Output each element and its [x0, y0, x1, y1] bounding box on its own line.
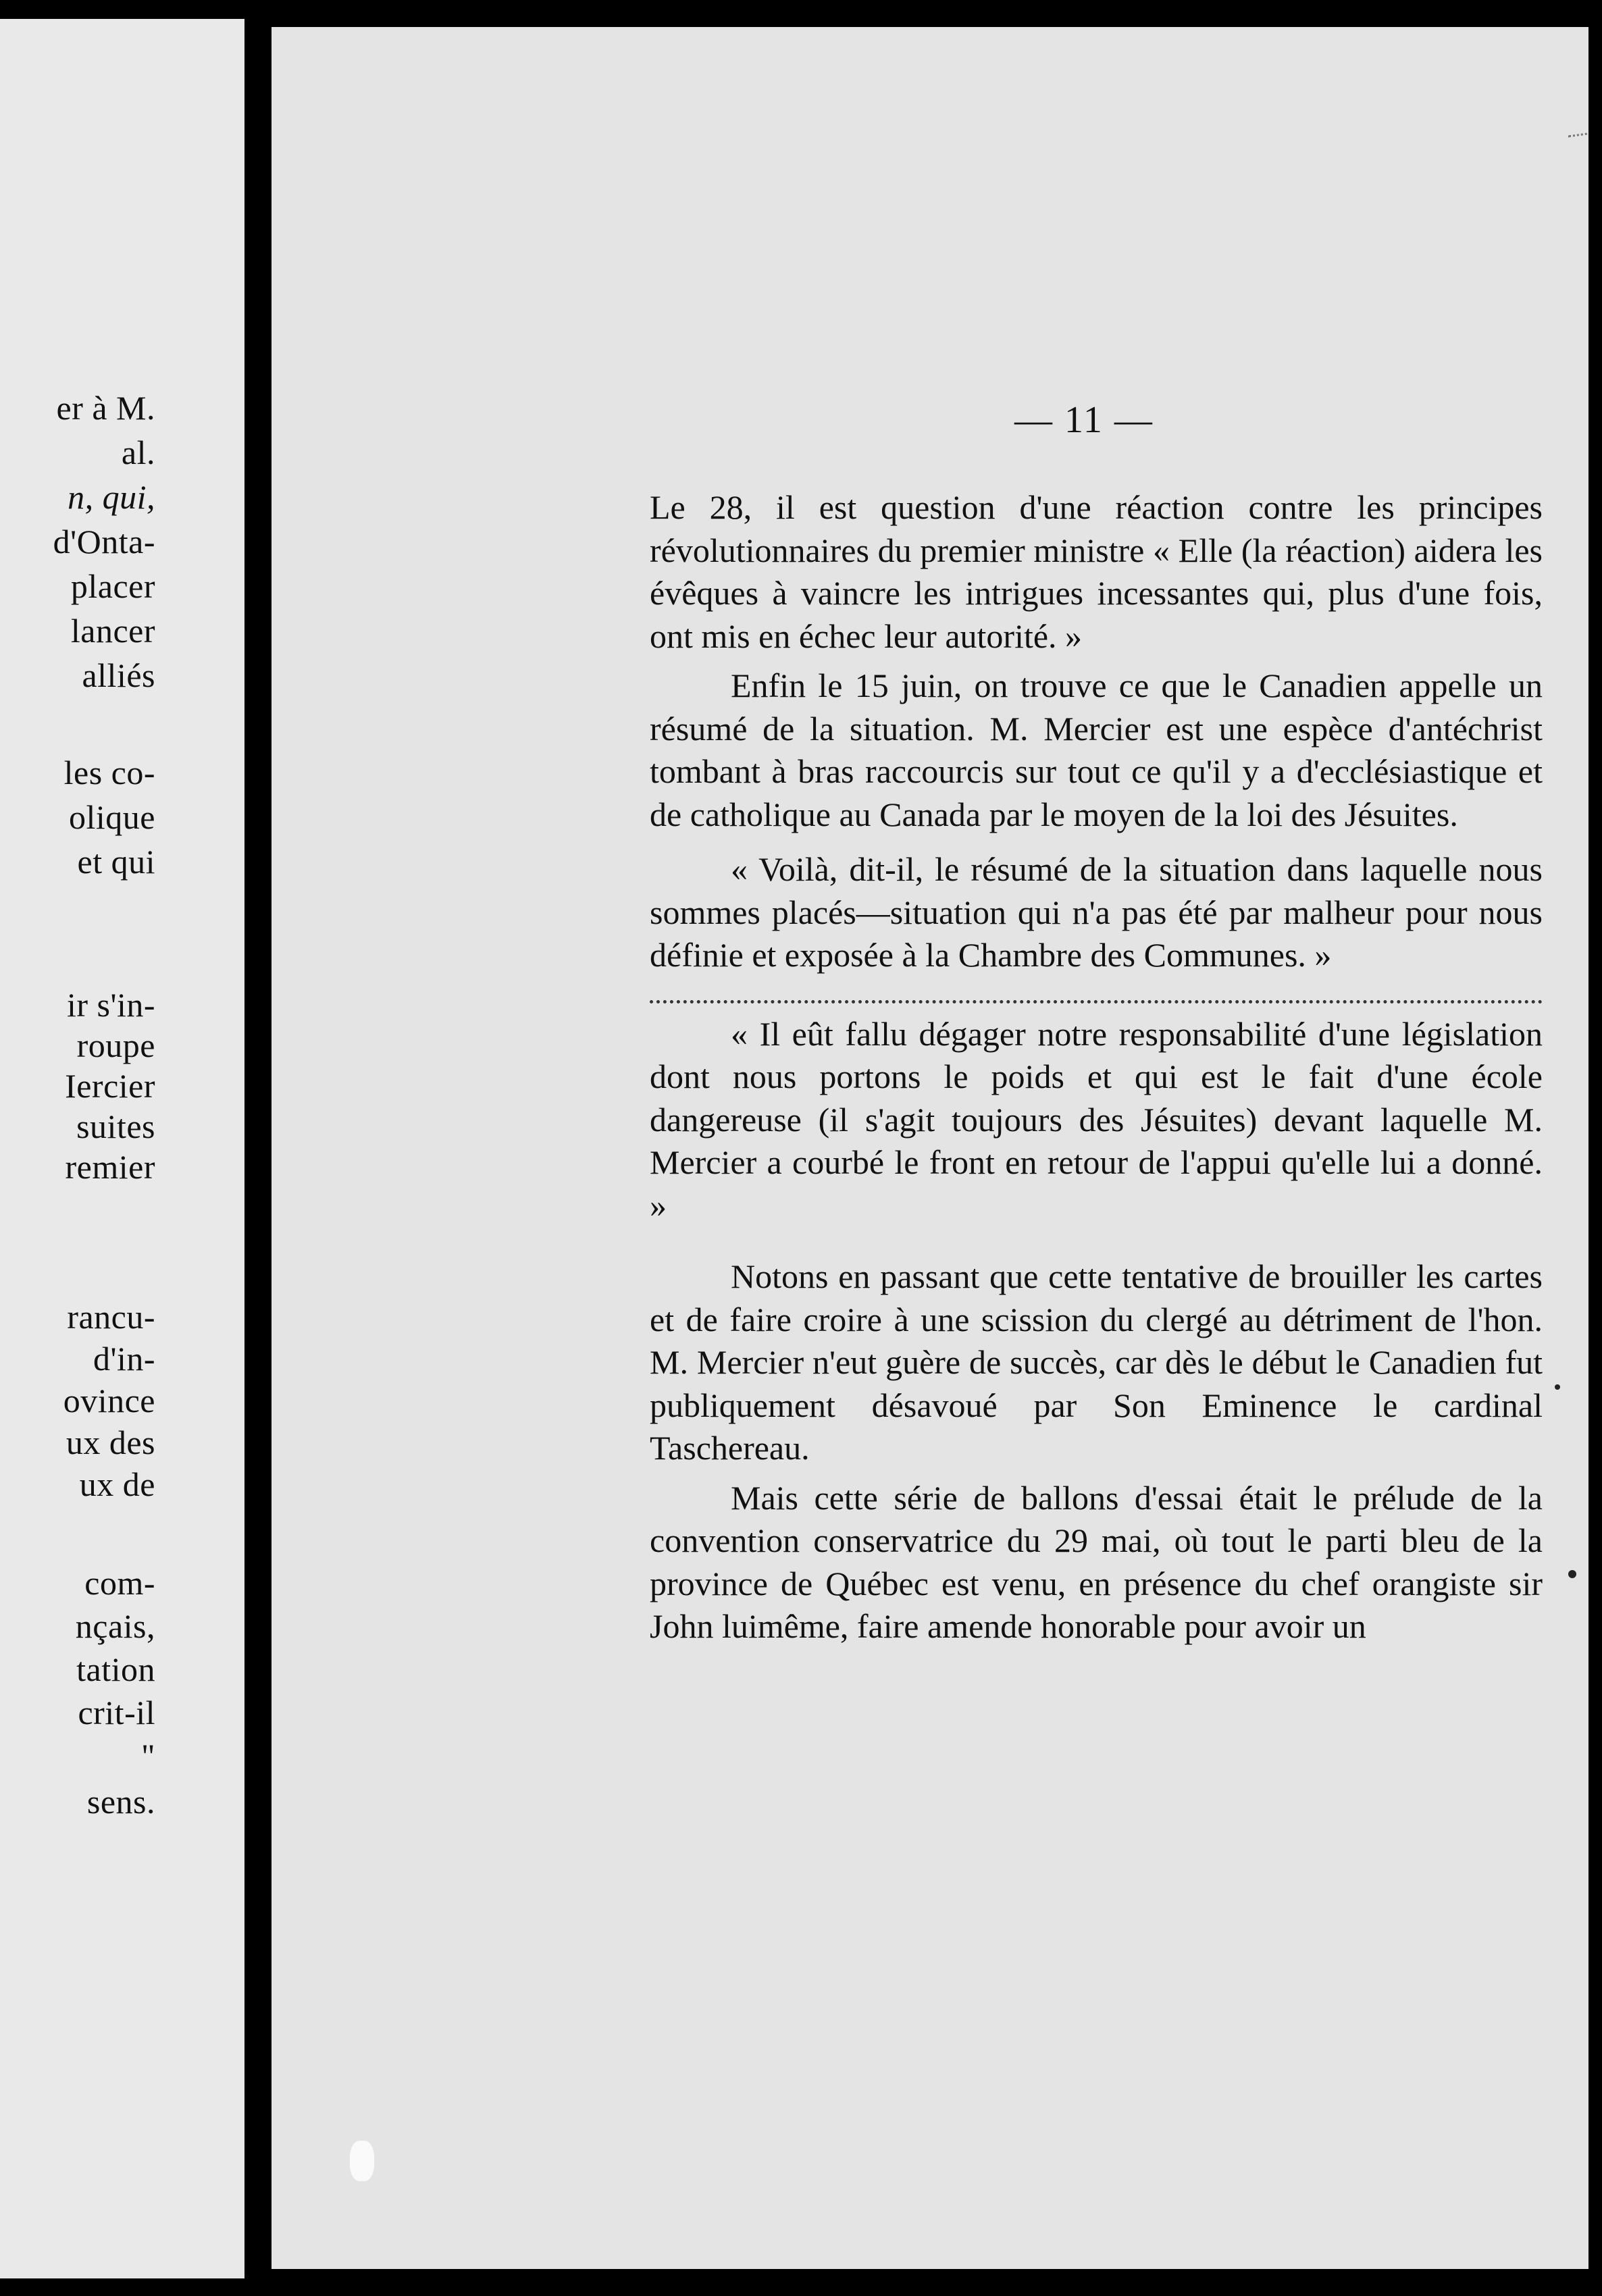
scan-speck: [350, 2141, 374, 2181]
page-number: — 11 —: [1014, 399, 1154, 441]
paragraph: Le 28, il est question d'une réaction contre les principes révolutionnaires du premier ministre « Elle (la réaction) aidera les évêques à vaincre les intrigues incessantes qui, plus d'une fois, ont mis en échec leur autorité. »: [650, 488, 1543, 655]
left-page-line: les co-: [63, 754, 155, 791]
document-page: [272, 27, 1588, 2269]
paragraph: Mais cette série de ballons d'essai était le prélude de la convention conservatrice du 29 mai, où tout le parti bleu de la province de Québec est venu, en présence du chef orangiste sir John luimême, faire amende honorable pour avoir un: [650, 1478, 1543, 1645]
quote-paragraph: « Voilà, dit-il, le résumé de la situation dans laquelle nous sommes placés—situation qui n'a pas été par malheur pour nous définie et exposée à la Chambre des Communes. »: [650, 850, 1543, 974]
scan-smudge: [1568, 122, 1588, 145]
left-page-line: d'Onta-: [53, 523, 155, 560]
left-page-line: ux de: [79, 1465, 155, 1503]
left-page-line: suites: [76, 1107, 155, 1145]
left-page-line: Iercier: [65, 1067, 155, 1105]
left-page-line: n, qui,: [68, 478, 155, 516]
left-page-line: olique: [69, 798, 155, 836]
left-page-line: d'in-: [93, 1340, 155, 1378]
left-page-line: ux des: [66, 1424, 155, 1461]
left-page-line: rancu-: [67, 1298, 155, 1336]
quote-paragraph: « Il eût fallu dégager notre responsabilité d'une législation dont nous portons le poids et qui est le fait d'une école dangereuse (il s'agit toujours des Jésuites) devant laquelle M. Mercier a courbé le front en retour de l'appui qu'elle lui a donné. »: [650, 1014, 1543, 1224]
left-page-line: sens.: [86, 1783, 155, 1821]
scan-speck: [1555, 1384, 1560, 1390]
scan-speck: [1568, 1570, 1576, 1578]
left-page-line: ": [141, 1737, 155, 1775]
left-page-line: tation: [76, 1650, 155, 1688]
previous-page-fragment: [0, 19, 244, 2278]
left-page-line: remier: [65, 1148, 155, 1186]
left-page-line: al.: [121, 434, 155, 471]
paragraph: Enfin le 15 juin, on trouve ce que le Canadien appelle un résumé de la situation. M. Mercier est une espèce d'antéchrist tombant à bras raccourcis sur tout ce qu'il y a d'ecclésiastique et de catholique au Canada par le moyen de la loi des Jésuites.: [650, 667, 1543, 833]
left-page-line: roupe: [76, 1026, 155, 1064]
left-page-line: alliés: [82, 656, 155, 694]
left-page-line: er à M.: [56, 389, 155, 427]
left-page-line: crit-il: [78, 1694, 155, 1731]
paragraph: Notons en passant que cette tentative de brouiller les cartes et de faire croire à une scission du clergé au détriment de l'hon. M. Mercier n'eut guère de succès, car dès le début le Canadien fut publiquement désavoué par Son Eminence le cardinal Taschereau.: [650, 1257, 1543, 1467]
left-page-line: ovince: [63, 1382, 155, 1419]
body-text: [650, 486, 1543, 1648]
left-page-line: et qui: [77, 843, 155, 881]
left-page-line: ir s'in-: [66, 986, 155, 1024]
left-page-line: nçais,: [75, 1607, 155, 1645]
left-page-line: placer: [70, 567, 155, 605]
left-page-line: lancer: [70, 612, 155, 650]
binding-gutter: [244, 0, 272, 2296]
ellipsis-separator: [650, 980, 1543, 1003]
left-page-line: com-: [84, 1564, 155, 1602]
